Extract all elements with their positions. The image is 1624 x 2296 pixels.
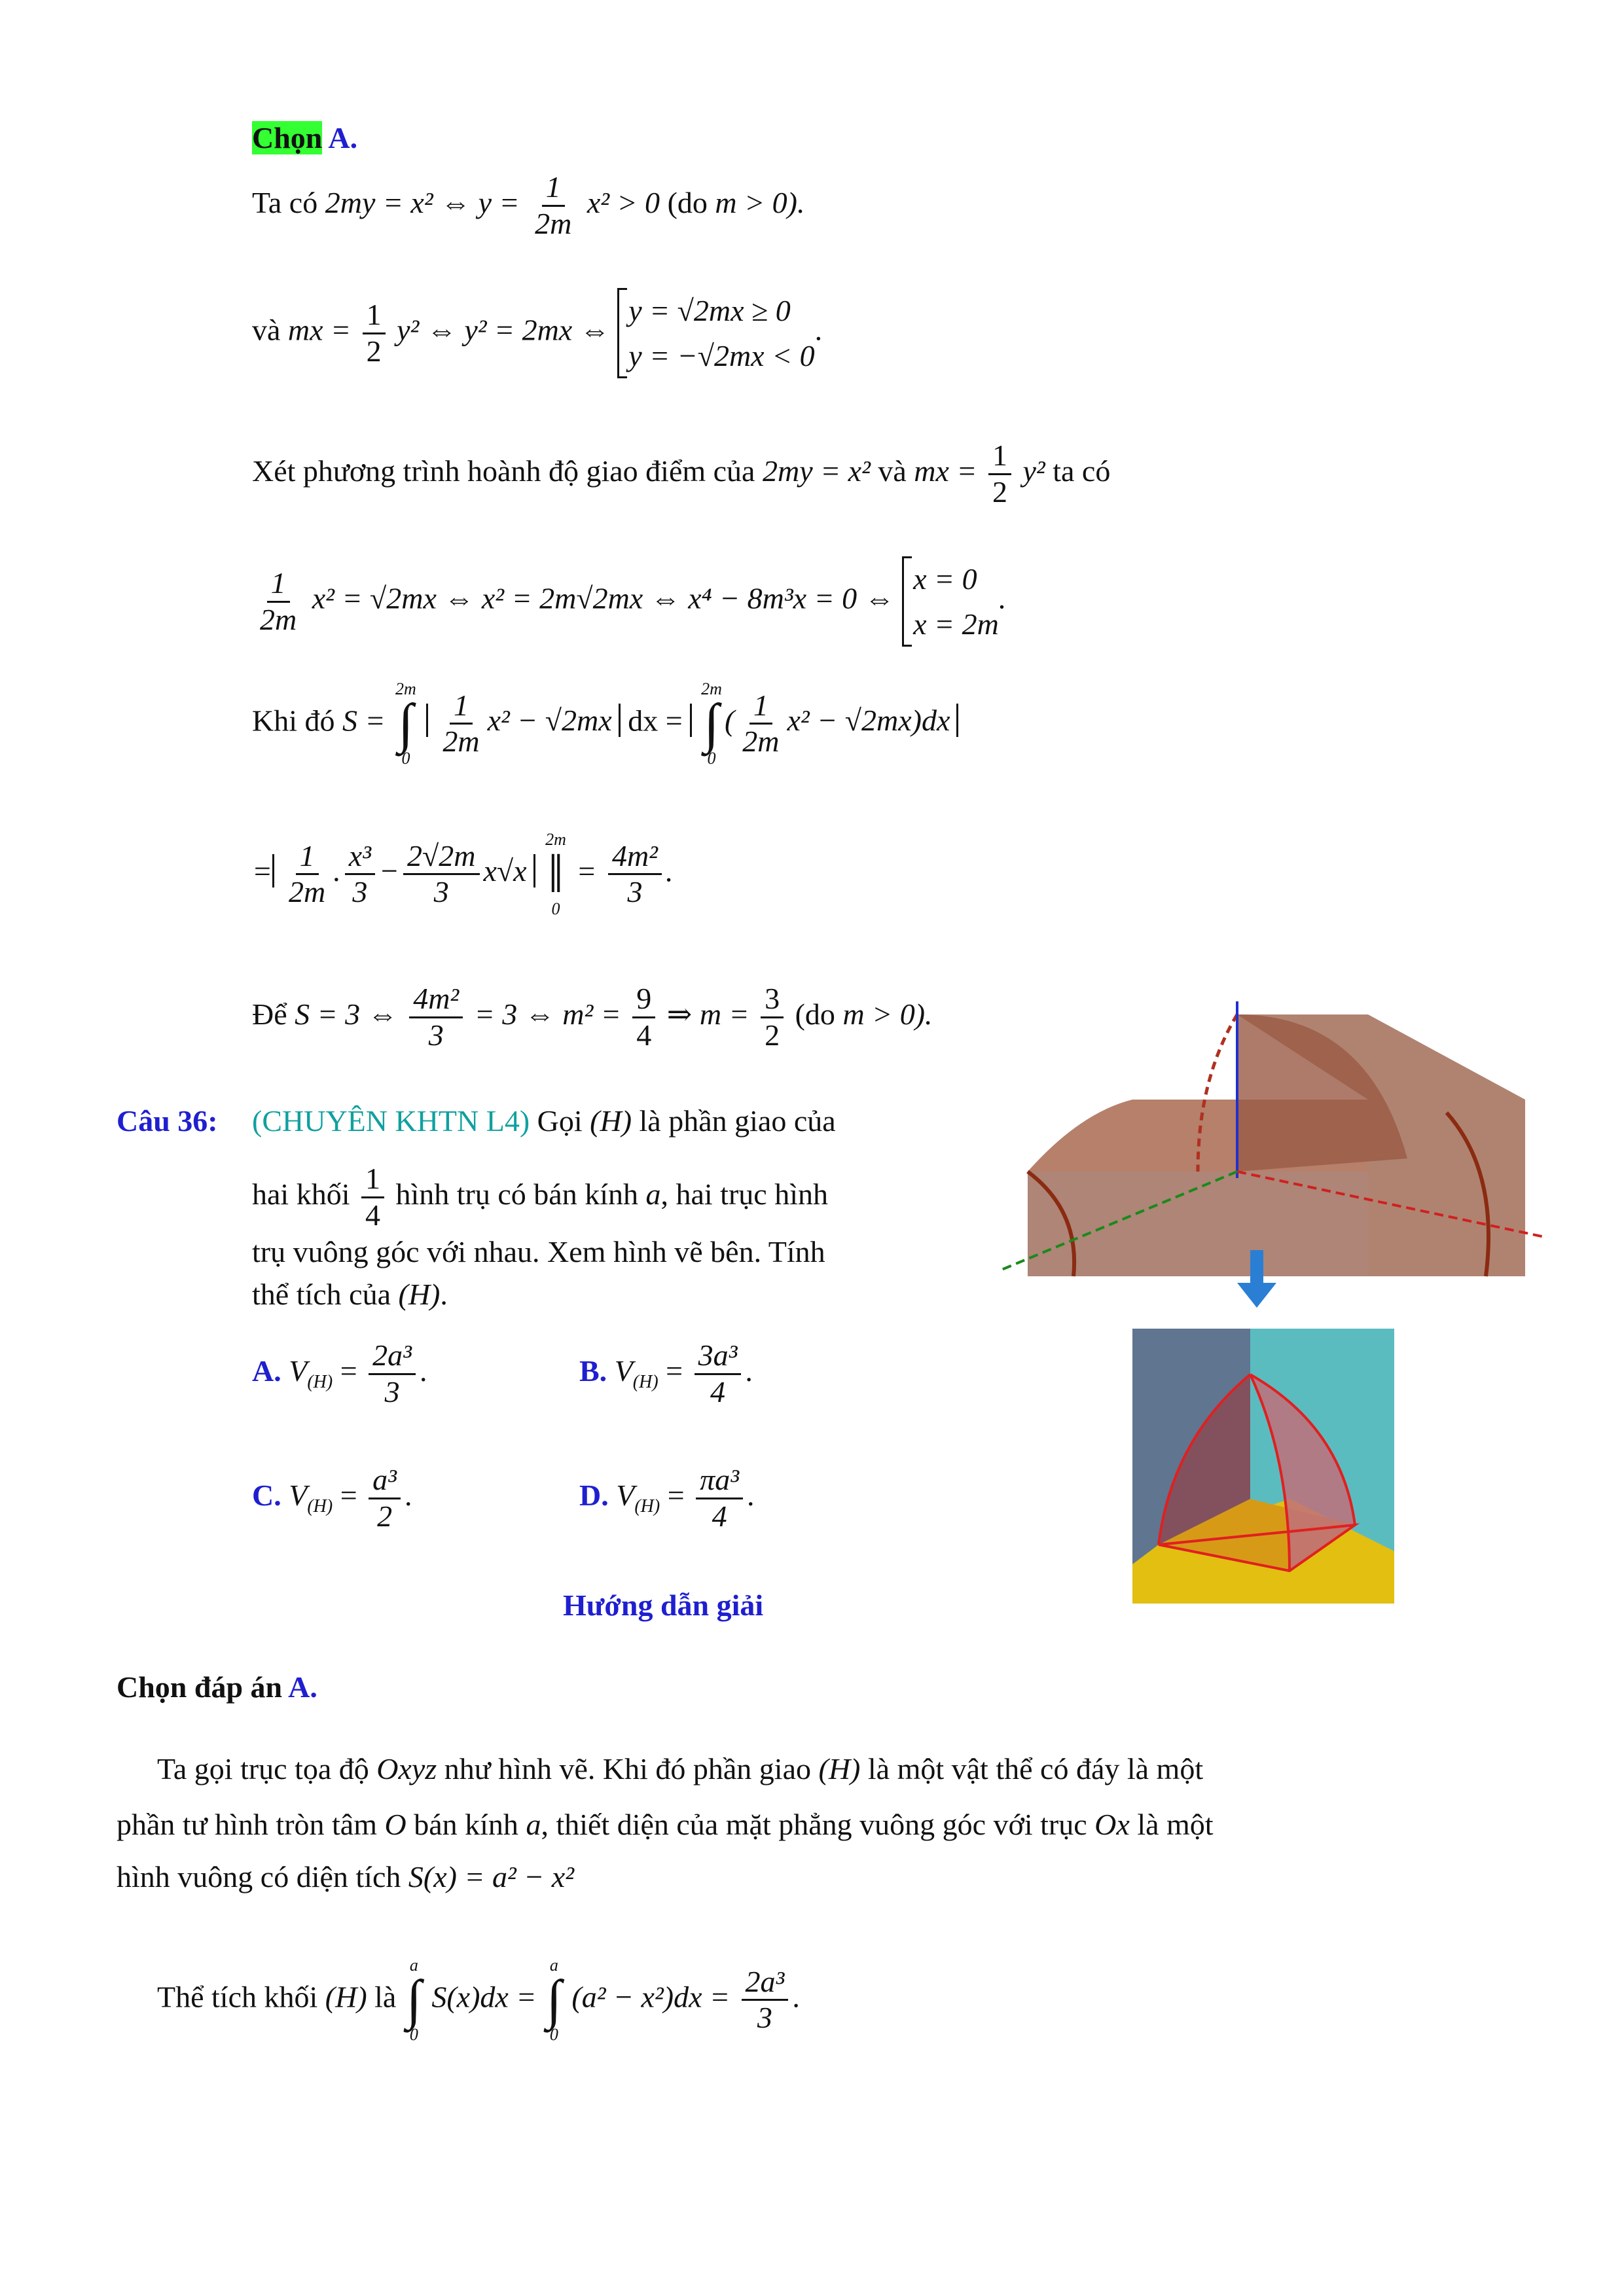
fraction (363, 298, 386, 369)
integral-sign: 2m ∫ 0 (701, 679, 722, 768)
math-Ox: Ox (1094, 1808, 1130, 1841)
text: hình vuông có diện tích (117, 1860, 401, 1893)
option-letter: A. (252, 1354, 281, 1388)
fraction (761, 982, 784, 1053)
question-number: Câu 36: (117, 1104, 218, 1138)
question-line-1 (252, 1106, 836, 1136)
fraction (439, 689, 483, 760)
denominator: 2m (535, 206, 572, 240)
text: , thiết diện của mặt phẳng vuông góc với trục (541, 1808, 1087, 1841)
choose-label: Chọn đáp án (117, 1670, 283, 1704)
math-H: (H) (818, 1752, 861, 1785)
denominator: 3 (757, 2001, 772, 2035)
cylinder-front-face (1028, 1172, 1368, 1276)
case-system (902, 556, 999, 647)
lower-limit: 0 (707, 748, 716, 768)
case-2: x = 2m (913, 607, 999, 641)
solution-line-1 (252, 170, 804, 242)
text: là (374, 1980, 397, 2014)
text: và (252, 313, 281, 347)
differential: dx = (628, 704, 683, 738)
numerator: 4m² (608, 839, 662, 876)
option-letter: D. (579, 1478, 609, 1512)
denominator: 4 (365, 1198, 380, 1232)
denominator: 3 (428, 1018, 444, 1052)
numerator: x³ (345, 839, 375, 876)
denominator: 2 (992, 475, 1007, 509)
math-O: O (384, 1808, 406, 1841)
choose-answer: A. (288, 1670, 317, 1704)
upper-limit: a (549, 1956, 558, 1975)
equation: mx = (914, 454, 977, 488)
integral-sign: a ∫ 0 (406, 1956, 422, 2044)
fraction (361, 1162, 384, 1233)
choose-answer: A. (328, 121, 358, 154)
numerator: 1 (749, 689, 772, 725)
text: thể tích của (252, 1278, 391, 1311)
denominator: 2 (765, 1018, 780, 1052)
text: hình trụ có bán kính (395, 1177, 638, 1211)
guide-heading: Hướng dẫn giải (563, 1588, 764, 1622)
option-sub: (H) (634, 1496, 660, 1517)
solution-line-4: $\frac{1}{2m}$ x² = √2mx ⇔ x² = 2m√2mx ⇔ x⁴ − 8m³x = 0 ⇔ x = 0 x = 2m . (252, 556, 1006, 647)
fraction (285, 839, 329, 910)
equation: = 3 ⇔ m² = (474, 997, 621, 1031)
text: hai khối (252, 1177, 350, 1211)
choose-label: Chọn (252, 121, 323, 154)
fraction (988, 439, 1011, 510)
math-H: (H) (590, 1104, 632, 1138)
fraction (409, 982, 463, 1053)
integrand: x² − √2mx (787, 704, 912, 738)
option-lhs: V (289, 1354, 308, 1388)
math-H: (H) (325, 1980, 367, 2014)
solution-line-3 (252, 439, 1110, 510)
option-letter: C. (252, 1478, 281, 1512)
denominator: 2m (289, 875, 326, 909)
integrand: S(x)dx = (431, 1980, 537, 2014)
equation: m > 0). (715, 185, 805, 219)
numerator: πa³ (696, 1463, 743, 1499)
math-Oxyz: Oxyz (376, 1752, 437, 1785)
numerator: 4m² (409, 982, 463, 1018)
text: là một (1137, 1808, 1214, 1841)
solution2-line-2 (117, 1810, 1214, 1840)
upper-limit: a (409, 1956, 418, 1975)
equation: y² (1022, 454, 1045, 488)
denominator: 4 (636, 1018, 652, 1052)
equation: x² = √2mx ⇔ x² = 2m√2mx ⇔ x⁴ − 8m³x = 0 ⇔ (312, 581, 895, 615)
lower-limit: 0 (401, 748, 410, 768)
text: Để (252, 997, 287, 1031)
lower-limit: 0 (549, 2024, 558, 2044)
fraction (369, 1463, 401, 1534)
denominator: 2 (366, 334, 382, 368)
integral-sign: a ∫ 0 (546, 1956, 562, 2044)
lower-limit: 0 (551, 899, 560, 918)
fraction (531, 170, 575, 242)
option-a[interactable]: A. $V_{(H)}$ = $\frac{\text{2a³}}{3}$ . (252, 1338, 427, 1408)
equation: x² > 0 (586, 185, 660, 219)
arrow-down-icon (1237, 1250, 1276, 1309)
equation: m > 0). (842, 997, 933, 1031)
math-H: (H) (398, 1278, 441, 1311)
choose-answer-line (252, 123, 357, 153)
solution2-line-3 (117, 1862, 574, 1892)
option-sub: (H) (307, 1496, 333, 1517)
numerator: 1 (363, 298, 386, 334)
option-c[interactable]: C. $V_{(H)}$ = $\frac{\text{a³}}{2}$ . (252, 1463, 412, 1533)
denominator: 3 (627, 875, 643, 909)
question-line-4: thể tích của (H). (252, 1278, 448, 1311)
denominator: 2m (260, 602, 297, 636)
equation: S(x) = a² − x² (408, 1860, 575, 1893)
numerator: 2a³ (369, 1338, 416, 1375)
numerator: 2√2m (403, 839, 479, 876)
numerator: 1 (542, 170, 565, 207)
absolute-value: 2m ∫ 0 ( $\frac{1}{2m}$ x² − √2mx)dx (690, 704, 958, 737)
text: là phần giao của (639, 1104, 836, 1138)
cylinders-figure (1001, 1001, 1551, 1296)
math-a: a (645, 1177, 661, 1211)
denominator: 3 (352, 875, 368, 909)
denominator: 3 (433, 875, 449, 909)
numerator: 9 (632, 982, 655, 1018)
intersection-figure (1132, 1329, 1394, 1604)
equation: ⇒ m = (666, 997, 749, 1031)
denominator: 2m (742, 725, 780, 759)
fraction (369, 1338, 416, 1410)
equation: S = (342, 704, 386, 738)
text: Ta gọi trục tọa độ (157, 1752, 369, 1785)
text: ta có (1053, 454, 1111, 488)
numerator: 1 (988, 439, 1011, 475)
solution-line-7 (252, 982, 933, 1053)
option-lhs: V (616, 1478, 635, 1512)
denominator: 2 (377, 1499, 393, 1533)
equation: mx = (287, 313, 352, 347)
absolute-value: $\frac{1}{2m}$ . $\frac{\text{x³}}{3}$ − $\frac{2√2m}{3}$ x√x (272, 854, 535, 888)
text: phần tư hình tròn tâm (117, 1808, 377, 1841)
numerator: 2a³ (742, 1965, 789, 2001)
denominator: 4 (712, 1499, 727, 1533)
solution-line-2: và mx = $\frac{1}{2}$ y² ⇔ y² = 2mx ⇔ y = √2mx ≥ 0 y = −√2mx < 0 . (252, 288, 822, 378)
question-source: (CHUYÊN KHTN L4) (252, 1104, 530, 1138)
text: và (878, 454, 907, 488)
text: Xét phương trình hoành độ giao điểm của (252, 454, 755, 488)
text: Gọi (537, 1104, 583, 1138)
text: như hình vẽ. Khi đó phần giao (444, 1752, 812, 1785)
numerator: 1 (361, 1162, 384, 1198)
differential: dx (921, 704, 950, 738)
text: bán kính (414, 1808, 518, 1841)
option-letter: B. (579, 1354, 607, 1388)
solution-line-6: = $\frac{1}{2m}$ . $\frac{\text{x³}}{3}$ − $\frac{2√2m}{3}$ x√x 2m ‖ 0 = $\frac{\text{4m²}}{3}$ . (252, 830, 674, 918)
choose-answer-line-2 (117, 1672, 317, 1702)
upper-limit: 2m (545, 830, 566, 849)
solution2-line-1 (157, 1754, 1203, 1784)
math-a: a (526, 1808, 541, 1841)
numerator: a³ (369, 1463, 401, 1499)
fraction (695, 1338, 742, 1410)
option-d[interactable]: D. $V_{(H)}$ = $\frac{\text{πa³}}{4}$ . (579, 1463, 755, 1533)
evaluation-bounds: 2m ‖ 0 (545, 830, 566, 918)
upper-limit: 2m (395, 679, 416, 698)
solution2-line-4: Thể tích khối (H) là a ∫ 0 S(x)dx = a ∫ 0 (a² − x²)dx = $\frac{\text{2a³}}{3}$ . (157, 1956, 800, 2044)
numerator: 3 (761, 982, 784, 1018)
text: Khi đó (252, 704, 335, 738)
denominator: 4 (710, 1374, 726, 1408)
option-lhs: V (289, 1478, 308, 1512)
option-b[interactable]: B. $V_{(H)}$ = $\frac{\text{3a³}}{4}$ . (579, 1338, 753, 1408)
numerator: 1 (296, 839, 319, 876)
fraction (608, 839, 662, 910)
case-2: y = −√2mx < 0 (628, 339, 815, 372)
fraction (256, 566, 300, 637)
case-1: x = 0 (913, 562, 977, 596)
question-line-2 (252, 1162, 828, 1233)
equation: 2my = x² (762, 454, 871, 488)
fraction (738, 689, 783, 760)
integrand: x² − √2mx (487, 704, 612, 738)
term: x√x (483, 854, 527, 888)
text: (do (667, 185, 708, 219)
case-1: y = √2mx ≥ 0 (628, 294, 791, 327)
text: là một vật thể có đáy là một (867, 1752, 1204, 1785)
equation: y² ⇔ y² = 2mx ⇔ (397, 313, 610, 347)
text: Thể tích khối (157, 1980, 318, 2014)
fraction (742, 1965, 789, 2036)
equation: S = 3 ⇔ (295, 997, 398, 1031)
denominator: 2m (442, 725, 480, 759)
text: , hai trục hình (660, 1177, 828, 1211)
option-sub: (H) (307, 1372, 333, 1393)
equation: 2my = x² ⇔ y = (325, 185, 520, 219)
fraction (696, 1463, 743, 1534)
integrand: (a² − x²)dx = (571, 1980, 731, 2014)
numerator: 3a³ (695, 1338, 742, 1375)
question-line-3: trụ vuông góc với nhau. Xem hình vẽ bên. Tính (252, 1235, 825, 1268)
denominator: 3 (384, 1374, 400, 1408)
fraction (632, 982, 655, 1053)
fraction (345, 839, 375, 910)
case-system (617, 288, 814, 378)
numerator: 1 (450, 689, 473, 725)
integral-sign: 2m ∫ 0 (395, 679, 416, 768)
solution-line-5 (252, 681, 958, 767)
text: Ta có (252, 185, 318, 219)
numerator: 1 (267, 566, 290, 603)
option-lhs: V (614, 1354, 633, 1388)
text: (do (795, 997, 835, 1031)
upper-limit: 2m (701, 679, 722, 698)
option-sub: (H) (632, 1372, 659, 1393)
absolute-value (426, 688, 620, 759)
lower-limit: 0 (409, 2024, 418, 2044)
fraction (403, 839, 479, 910)
